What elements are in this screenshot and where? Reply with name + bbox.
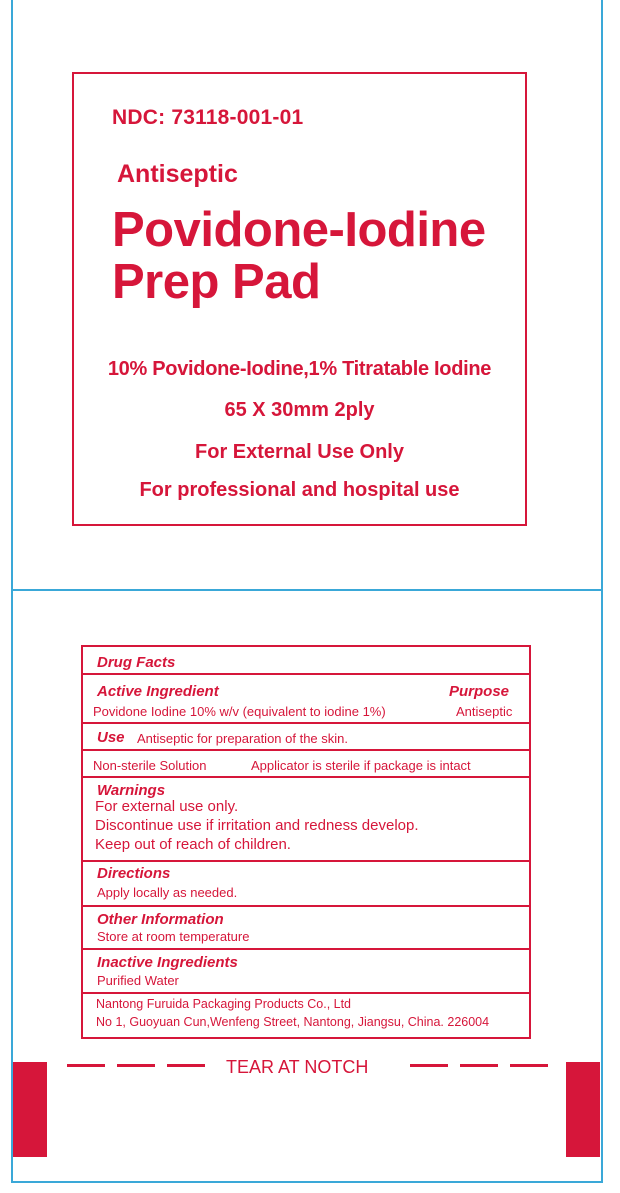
professional-use-text: For professional and hospital use <box>139 479 460 501</box>
purpose-heading: Purpose <box>449 683 510 700</box>
tear-dash <box>67 1064 105 1067</box>
directions-heading: Directions <box>97 865 171 882</box>
purpose-text: Antiseptic <box>456 704 513 719</box>
sterile-note: Applicator is sterile if package is intact <box>251 758 471 773</box>
tear-dash <box>460 1064 498 1067</box>
trim-line-left <box>11 0 13 1183</box>
tear-notch-right <box>566 1062 600 1157</box>
warning-line-2: Discontinue use if irritation and redness develop. <box>95 817 419 834</box>
tear-notch-left <box>13 1062 47 1157</box>
front-label <box>72 72 527 526</box>
inactive-ingredients-heading: Inactive Ingredients <box>97 954 238 971</box>
strength-text: 10% Povidone-Iodine,1% Titratable Iodine <box>107 358 492 380</box>
drug-facts-header-row <box>83 647 529 675</box>
use-text: Antiseptic for preparation of the skin. <box>137 731 349 746</box>
manufacturer-row <box>83 994 529 1037</box>
tear-dash <box>510 1064 548 1067</box>
tear-dash <box>117 1064 155 1067</box>
external-use-text: For External Use Only <box>195 441 404 463</box>
tear-dash <box>410 1064 448 1067</box>
manufacturer-address: No 1, Guoyuan Cun,Wenfeng Street, Nantong, Jiangsu, China. 226004 <box>96 1015 490 1029</box>
inactive-ingredients-text: Purified Water <box>97 973 179 988</box>
manufacturer-name: Nantong Furuida Packaging Products Co., Ltd <box>96 997 352 1011</box>
nonsterile-text: Non-sterile Solution <box>93 758 207 773</box>
trim-line-bottom <box>11 1181 603 1183</box>
active-ingredient-text: Povidone Iodine 10% w/v (equivalent to iodine 1%) <box>93 704 386 719</box>
inactive-ingredients-row <box>83 950 529 994</box>
title-line-2: Prep Pad <box>112 255 321 309</box>
sterility-row <box>83 751 529 778</box>
trim-line-right <box>601 0 603 1183</box>
title-line-1: Povidone-Iodine <box>112 203 486 257</box>
warnings-row <box>83 778 529 862</box>
other-information-heading: Other Information <box>97 911 224 928</box>
size-text: 65 X 30mm 2ply <box>224 399 375 421</box>
tear-dash <box>167 1064 205 1067</box>
active-ingredient-heading: Active Ingredient <box>97 683 219 700</box>
product-title <box>112 204 486 308</box>
fold-line <box>11 589 603 591</box>
directions-text: Apply locally as needed. <box>97 885 238 900</box>
use-row <box>83 724 529 751</box>
use-heading: Use <box>97 729 125 746</box>
product-category: Antiseptic <box>117 160 238 188</box>
drug-facts-panel <box>81 645 531 1039</box>
other-information-text: Store at room temperature <box>97 929 250 944</box>
drug-facts-heading: Drug Facts <box>97 654 176 671</box>
active-ingredient-row <box>83 675 529 724</box>
directions-row <box>83 862 529 907</box>
warning-line-1: For external use only. <box>95 798 239 815</box>
warnings-heading: Warnings <box>97 782 166 799</box>
other-information-row <box>83 907 529 950</box>
tear-at-notch-label: TEAR AT NOTCH <box>226 1057 369 1077</box>
ndc-code: NDC: 73118-001-01 <box>112 106 304 129</box>
warning-line-3: Keep out of reach of children. <box>95 836 291 853</box>
